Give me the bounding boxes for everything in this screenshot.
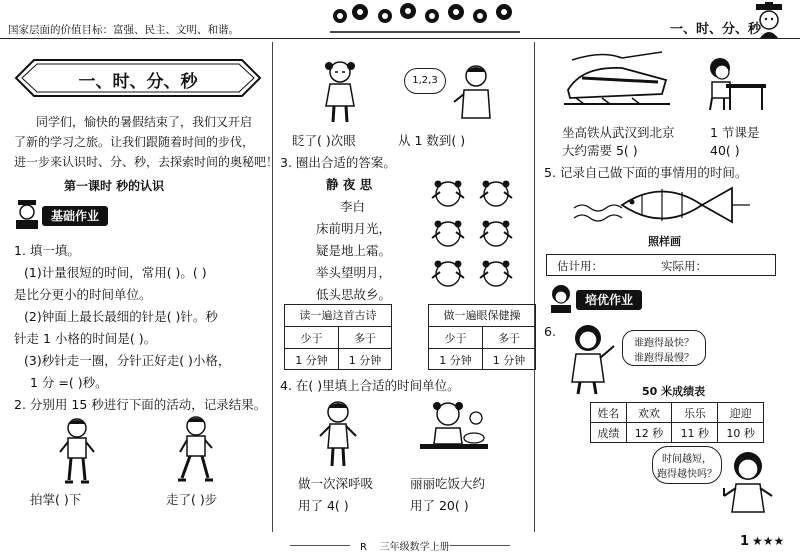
- lesson-banner-title: 一、时、分、秒: [78, 72, 198, 92]
- class-line-1: 1 节课是: [710, 125, 760, 140]
- question-line-2: 谁跑得最慢？: [634, 353, 694, 364]
- intro-line-1: 同学们，愉快的暑假结束了，我们又开启: [36, 115, 253, 129]
- hint-bubble: [652, 446, 722, 484]
- counting-bubble: [404, 68, 446, 94]
- q5-title: 5. 记录自己做下面的事情用的时间。: [544, 165, 748, 180]
- score-header-cell: 姓名: [591, 403, 627, 423]
- poem-less-option[interactable]: 少于: [300, 332, 323, 345]
- eye-exercise-choice-table: [428, 304, 536, 370]
- draw-label: 照样画: [648, 235, 681, 248]
- poem-title: 静 夜 思: [326, 177, 373, 192]
- hint-line-1: 时间越短，: [662, 454, 712, 465]
- score-table-title: 50 米成绩表: [642, 385, 706, 398]
- eye-exercise-figures: [426, 176, 522, 300]
- q1-title: 1. 填一填。: [14, 243, 80, 258]
- girl-blinking-figure: [318, 58, 362, 132]
- estimate-label: 估计用：: [557, 259, 603, 273]
- poem-line-1: 床前明月光，: [316, 221, 392, 236]
- boy-thumbs-up-figure: [718, 446, 778, 522]
- eye-less-minute: 1 分钟: [439, 354, 472, 367]
- q2-walk-answer: 走了( )步: [166, 492, 218, 507]
- q6-number: 6.: [544, 324, 556, 339]
- poem-choice-table: [284, 304, 392, 370]
- class-line-2: 40( ): [710, 143, 740, 158]
- intro-line-3: 进一步来认识时、分、秒，去探索时间的奥秘吧！: [14, 155, 279, 169]
- score-table: [590, 402, 764, 443]
- question-bubble: [622, 330, 706, 366]
- poem-less-minute: 1 分钟: [295, 354, 328, 367]
- boy-counting-figure: [452, 62, 502, 126]
- poem-line-4: 低头思故乡。: [316, 287, 392, 302]
- score-header-cell: 迎迎: [718, 403, 764, 423]
- eye-more-option[interactable]: 多于: [498, 332, 520, 345]
- breath-label: 做一次深呼吸: [298, 476, 374, 491]
- poem-line-2: 疑是地上霜。: [316, 243, 392, 258]
- student-reading-icon: [12, 198, 42, 234]
- score-header-cell: 乐乐: [672, 403, 718, 423]
- train-line-2: 大约需要 5( ): [562, 143, 638, 158]
- page-number: 1: [740, 534, 750, 549]
- high-speed-train-figure: [562, 50, 672, 114]
- boy-clapping-figure: [54, 416, 100, 490]
- q1-line-5: (3)秒针走一圈，分针正好走( )小格，: [24, 353, 231, 368]
- lesson-title: 第一课时 秒的认识: [64, 179, 165, 193]
- eye-more-minute: 1 分钟: [492, 354, 526, 367]
- intro-line-2: 了新的学习之旅。让我们跟随着时间的步伐，: [14, 135, 255, 149]
- score-header-cell: 欢欢: [626, 403, 672, 423]
- counting-bubble-text: 1,2,3: [412, 75, 438, 86]
- q2-title: 2. 分别用 15 秒进行下面的活动，记录结果。: [14, 397, 267, 412]
- q2-clap-answer: 拍掌( )下: [30, 492, 82, 507]
- header-rule: [0, 38, 800, 39]
- poem-more-minute: 1 分钟: [348, 354, 382, 367]
- time-record-box: [546, 254, 776, 276]
- lesson-banner: [14, 58, 262, 98]
- score-cell: 10 秒: [718, 423, 764, 443]
- score-cell: 成绩: [591, 423, 627, 443]
- boy-walking-figure: [172, 414, 218, 490]
- meal-label: 丽丽吃饭大约: [410, 476, 486, 491]
- score-cell: 11 秒: [672, 423, 718, 443]
- q1-line-6: 1 分 =( )秒。: [30, 375, 108, 390]
- score-header-row: [591, 403, 764, 423]
- header-decoration: [330, 2, 520, 36]
- girl-breathing-figure: [316, 398, 360, 474]
- student-thinking-icon: [546, 282, 576, 318]
- column-divider-1: [272, 42, 273, 532]
- header-right-title: 一、时、分、秒: [670, 22, 762, 37]
- column-divider-2: [534, 42, 535, 532]
- fish-drawing-figure: [572, 180, 752, 234]
- girl-asking-figure: [560, 320, 620, 400]
- blink-answer: 眨了( )次眼: [292, 133, 356, 148]
- difficulty-stars: ★★★: [752, 534, 785, 548]
- teacher-mascot-icon: [748, 2, 792, 46]
- section-basic-badge: 基础作业: [42, 206, 108, 226]
- q3-title: 3. 圈出合适的答案。: [280, 155, 396, 170]
- footer-rule-right: [450, 545, 510, 546]
- breath-answer: 用了 4( ): [298, 498, 349, 513]
- poem-author: 李白: [340, 199, 366, 214]
- q1-line-4: 针走 1 小格的时间是( )。: [14, 331, 157, 346]
- poem-line-3: 举头望明月，: [316, 265, 392, 280]
- footer-center: R 三年级数学上册: [360, 542, 450, 553]
- q1-line-1: (1)计量很短的时间，常用( )。( ): [24, 265, 207, 280]
- student-desk-figure: [700, 52, 770, 116]
- train-line-1: 坐高铁从武汉到北京: [562, 125, 675, 140]
- score-cell: 12 秒: [626, 423, 672, 443]
- girl-eating-figure: [418, 398, 490, 462]
- eye-less-option[interactable]: 少于: [444, 332, 467, 345]
- score-value-row: [591, 423, 764, 443]
- actual-label: 实际用：: [661, 259, 707, 273]
- question-line-1: 谁跑得最快？: [634, 338, 694, 349]
- q1-line-3: (2)钟面上最长最细的针是( )针。秒: [24, 309, 218, 324]
- poem-more-option[interactable]: 多于: [354, 332, 376, 345]
- q4-title: 4. 在( )里填上合适的时间单位。: [280, 378, 460, 393]
- section-advanced-badge: 培优作业: [576, 290, 642, 310]
- count-answer: 从 1 数到( ): [398, 133, 466, 148]
- q1-line-2: 是比分更小的时间单位。: [14, 287, 152, 302]
- header-slogan: 国家层面的价值目标：富强、民主、文明、和谐。: [8, 24, 239, 36]
- poem-table-title: 读一遍这首古诗: [285, 305, 391, 327]
- hint-line-2: 跑得越快吗？: [657, 469, 717, 480]
- footer-rule-left: [290, 545, 350, 546]
- meal-answer: 用了 20( ): [410, 498, 469, 513]
- eye-table-title: 做一遍眼保健操: [429, 305, 535, 327]
